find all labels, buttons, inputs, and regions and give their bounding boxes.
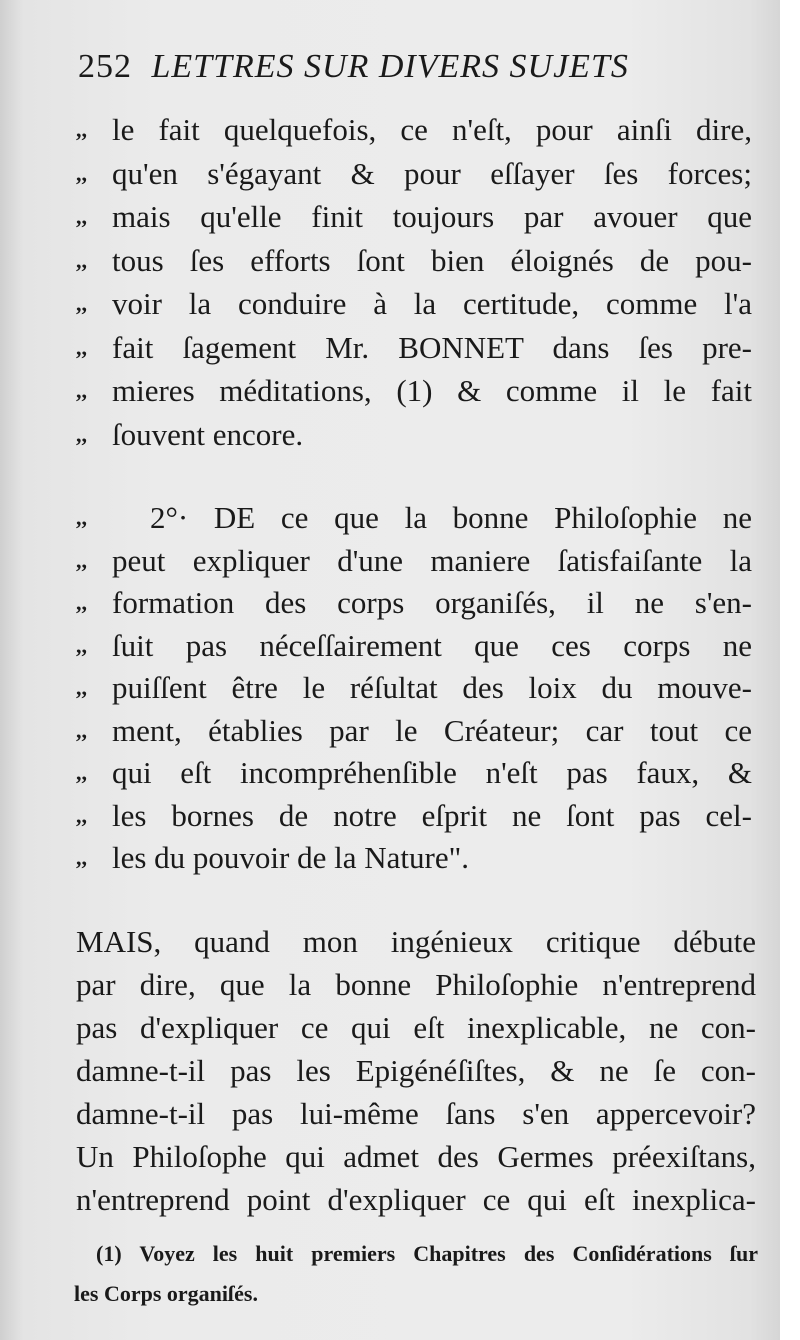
text-line: [0, 794, 780, 838]
quote-mark: ,,: [76, 334, 87, 360]
text-line: [0, 709, 780, 753]
text-line: [0, 666, 780, 710]
line-text: voir la conduire à la certitude, comme l'a: [112, 286, 752, 321]
line-text: tous ſes efforts ſont bien éloignés de pou-: [112, 242, 752, 278]
line-text: puiſſent être le réſultat des loix du mouve-: [112, 670, 752, 705]
quote-mark: ,,: [76, 632, 87, 658]
quote-mark: ,,: [76, 160, 87, 186]
quote-mark: ,,: [76, 378, 87, 403]
line-text: qu'en s'égayant & pour eſſayer ſes forces;: [112, 155, 752, 191]
footnote-line: les Corps organiſés.: [74, 1281, 258, 1306]
text-line: [0, 1135, 780, 1179]
line-text: formation des corps organiſés, il ne s'en-: [112, 585, 752, 620]
text-line: [0, 1092, 780, 1136]
quote-mark: ,,: [76, 204, 87, 229]
text-line: [0, 1178, 780, 1222]
text-line: [0, 413, 780, 457]
line-text: mais qu'elle finit toujours par avouer que: [112, 199, 752, 234]
line-text: les du pouvoir de la Nature".: [112, 840, 469, 875]
text-line: [0, 751, 780, 795]
footnote: [74, 1234, 758, 1314]
quote-mark: ,,: [76, 760, 87, 785]
text-line: [0, 369, 780, 413]
quote-mark: ,,: [76, 291, 87, 316]
line-text: fait ſagement Mr. BONNET dans ſes pre-: [112, 329, 752, 365]
quote-mark: ,,: [76, 421, 87, 447]
running-header: [78, 48, 758, 86]
line-text: n'entreprend point d'expliquer ce qui eſt inexplica-: [76, 1182, 756, 1217]
text-line: [0, 539, 780, 583]
line-text: ment, établies par le Créateur; car tout ce: [112, 712, 752, 748]
quote-mark: ,,: [76, 675, 87, 700]
text-line: [0, 1049, 780, 1093]
quote-mark: ,,: [76, 845, 87, 870]
running-title: LETTRES SUR DIVERS SUJETS: [151, 48, 629, 85]
text-line: [0, 624, 780, 668]
text-line: [0, 1006, 780, 1050]
text-line: [0, 963, 780, 1007]
quote-mark: ,,: [76, 247, 87, 273]
quote-mark: ,,: [76, 547, 87, 573]
line-text: damne-t-il pas les Epigénéſiſtes, & ne ſe con-: [76, 1053, 756, 1088]
text-line: [0, 195, 780, 239]
text-line: [0, 152, 780, 196]
text-line: [0, 108, 780, 152]
quote-mark: ,,: [76, 590, 87, 615]
quote-mark: ,,: [76, 117, 87, 142]
line-text: Un Philoſophe qui admet des Germes préexiſtans,: [76, 1139, 756, 1174]
text-line: [0, 282, 780, 326]
line-text: 2°· DE ce que la bonne Philoſophie ne: [150, 500, 752, 535]
text-line: [0, 496, 780, 540]
line-text: les bornes de notre eſprit ne ſont pas cel-: [112, 797, 752, 833]
line-text: MAIS, quand mon ingénieux critique débute: [76, 924, 756, 959]
text-line: [0, 326, 780, 370]
line-text: mieres méditations, (1) & comme il le fait: [112, 373, 752, 408]
line-text: qui eſt incompréhenſible n'eſt pas faux, &: [112, 755, 752, 790]
quote-mark: ,,: [76, 802, 87, 828]
text-line: [0, 239, 780, 283]
line-text: ſouvent encore.: [112, 416, 304, 452]
line-text: damne-t-il pas lui-même ſans s'en appercevoir?: [76, 1096, 756, 1131]
text-line: [0, 920, 780, 964]
page-number: 252: [78, 48, 132, 85]
text-line: [0, 581, 780, 625]
line-text: par dire, que la bonne Philoſophie n'entreprend: [76, 967, 756, 1002]
line-text: le fait quelquefois, ce n'eſt, pour ainſi dire,: [112, 112, 752, 147]
line-text: ſuit pas néceſſairement que ces corps ne: [112, 627, 752, 663]
quote-mark: ,,: [76, 717, 87, 743]
text-line: [0, 836, 780, 880]
footnote-line: (1) Voyez les huit premiers Chapitres des Conſidérations ſur: [96, 1241, 758, 1266]
quote-mark: ,,: [76, 505, 87, 530]
line-text: peut expliquer d'une maniere ſatisfaiſante la: [112, 542, 752, 578]
line-text: pas d'expliquer ce qui eſt inexplicable, ne con-: [76, 1010, 756, 1045]
